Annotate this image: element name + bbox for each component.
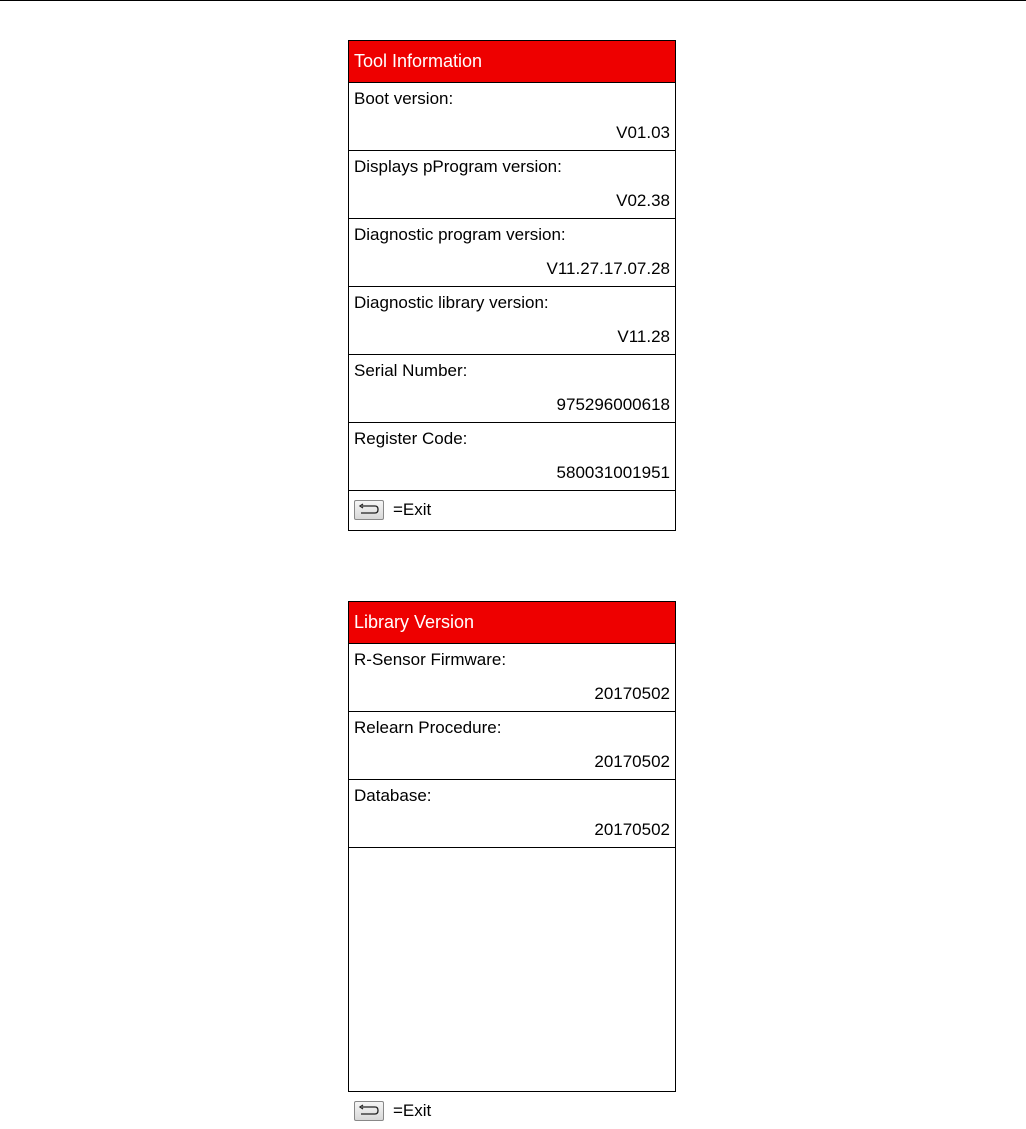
row-value: 20170502	[594, 820, 670, 839]
exit-hint: =Exit	[393, 499, 432, 519]
row-value: V02.38	[616, 191, 670, 210]
info-row-display-program-version	[349, 151, 675, 219]
empty-list-area	[349, 848, 675, 1092]
info-row-diagnostic-library-version	[349, 287, 675, 355]
back-arrow-icon	[358, 1104, 380, 1118]
row-label: R-Sensor Firmware:	[354, 650, 507, 669]
info-row-boot-version	[349, 83, 675, 151]
row-value: 975296000618	[556, 395, 670, 414]
row-value: V01.03	[616, 123, 670, 142]
library-row-r-sensor-firmware	[349, 644, 675, 712]
row-label: Database:	[354, 786, 432, 805]
library-row-database	[349, 780, 675, 848]
exit-hint: =Exit	[393, 1100, 432, 1120]
row-value: V11.28	[617, 327, 670, 346]
info-row-register-code	[349, 423, 675, 491]
back-button[interactable]	[354, 500, 384, 520]
tool-information-screen	[348, 40, 676, 531]
info-row-diagnostic-program-version	[349, 219, 675, 287]
row-label: Serial Number:	[354, 361, 468, 380]
library-version-screen	[348, 601, 676, 1120]
top-divider	[0, 0, 1026, 1]
row-label: Boot version:	[354, 89, 454, 108]
row-label: Diagnostic program version:	[354, 225, 566, 244]
row-value: 580031001951	[556, 463, 670, 482]
back-button[interactable]	[354, 1101, 384, 1121]
library-row-relearn-procedure	[349, 712, 675, 780]
row-value: 20170502	[594, 752, 670, 771]
tool-information-title: Tool Information	[349, 41, 675, 83]
row-label: Displays pProgram version:	[354, 157, 562, 176]
library-version-title: Library Version	[349, 602, 675, 644]
row-label: Relearn Procedure:	[354, 718, 502, 737]
row-label: Diagnostic library version:	[354, 293, 549, 312]
back-arrow-icon	[358, 503, 380, 517]
footer-bar	[349, 491, 675, 528]
row-value: V11.27.17.07.28	[546, 259, 670, 278]
info-row-serial-number	[349, 355, 675, 423]
row-label: Register Code:	[354, 429, 468, 448]
row-value: 20170502	[594, 684, 670, 703]
footer-bar	[349, 1092, 675, 1129]
